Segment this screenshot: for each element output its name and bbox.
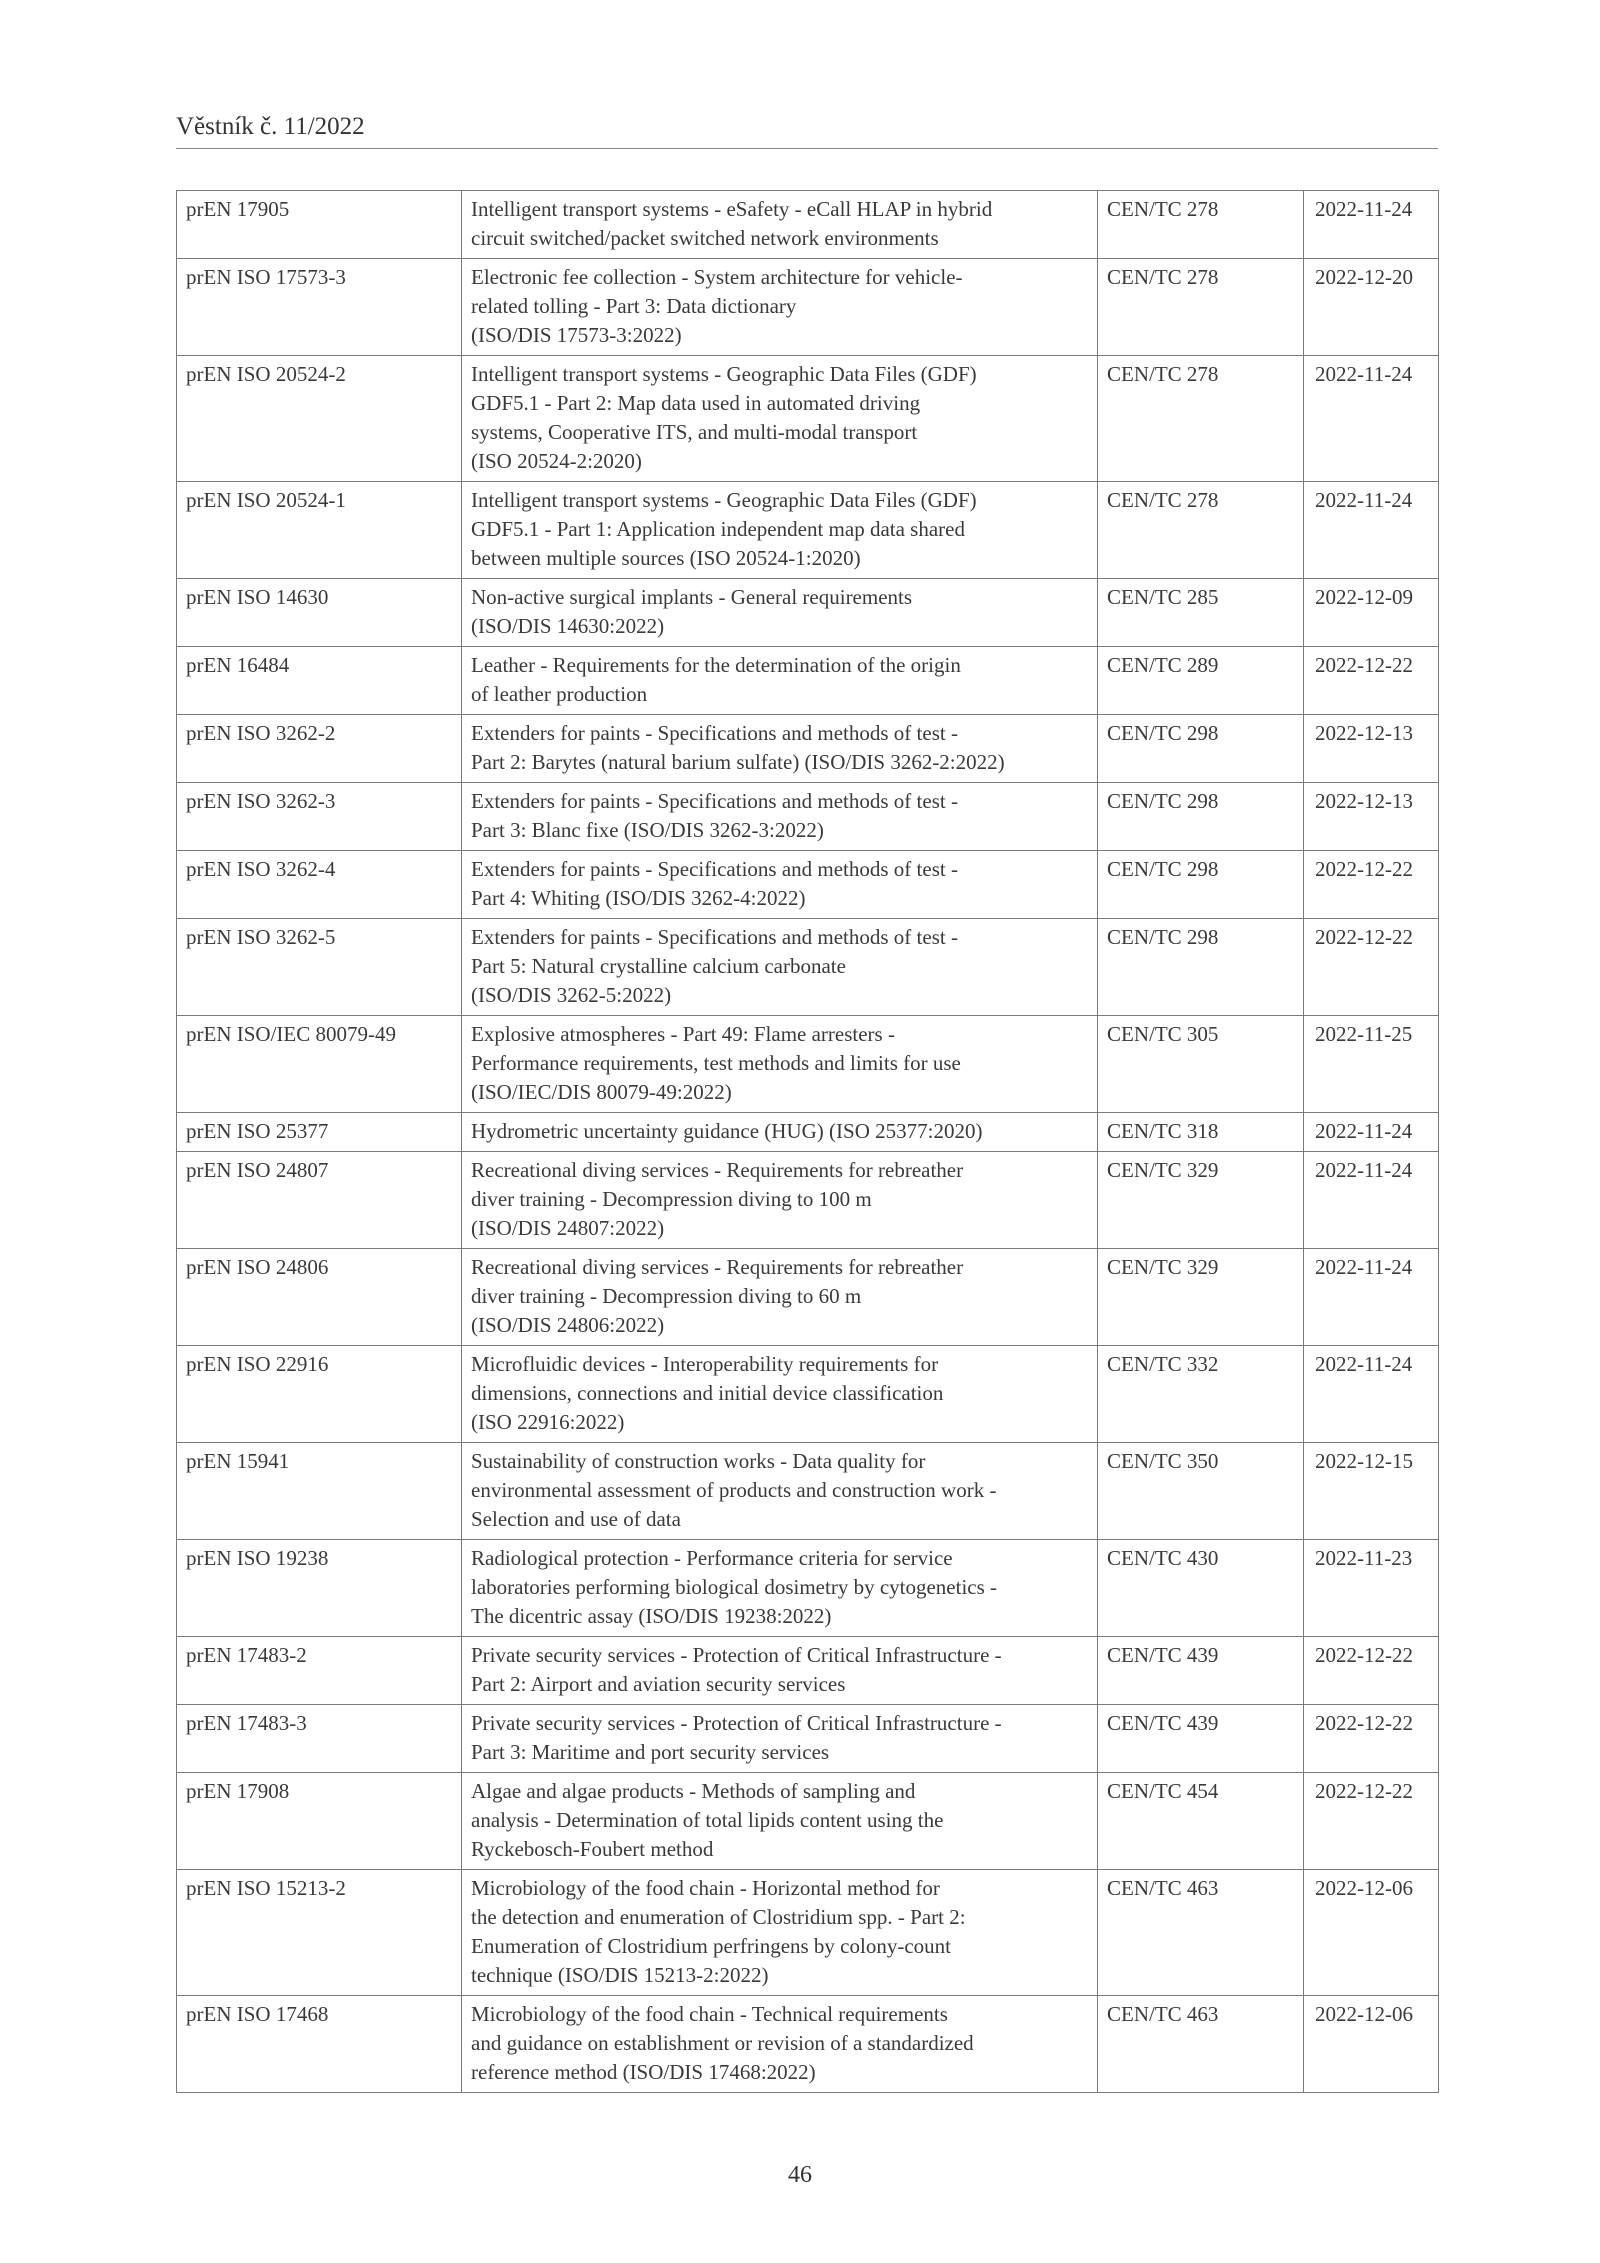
standard-title-line: Microfluidic devices - Interoperability requirements for — [471, 1352, 939, 1376]
standard-title-line: Microbiology of the food chain - Technical requirements — [471, 2002, 948, 2026]
comment-deadline-date: 2022-12-22 — [1304, 919, 1439, 1016]
comment-deadline-date: 2022-11-24 — [1304, 1113, 1439, 1152]
table-row — [177, 1870, 1439, 1996]
table-row — [177, 191, 1439, 259]
standard-code: prEN ISO 17573-3 — [177, 259, 462, 356]
technical-committee: CEN/TC 332 — [1098, 1346, 1304, 1443]
comment-deadline-date: 2022-12-20 — [1304, 259, 1439, 356]
standard-code: prEN ISO 3262-2 — [177, 715, 462, 783]
table-row — [177, 1152, 1439, 1249]
standard-title — [462, 919, 1098, 1016]
standard-title — [462, 1152, 1098, 1249]
standard-title-line: the detection and enumeration of Clostridium spp. - Part 2: — [471, 1905, 966, 1929]
standard-title-line: Algae and algae products - Methods of sampling and — [471, 1779, 916, 1803]
standard-title — [462, 1705, 1098, 1773]
comment-deadline-date: 2022-11-23 — [1304, 1540, 1439, 1637]
table-row — [177, 1705, 1439, 1773]
standard-code: prEN ISO 25377 — [177, 1113, 462, 1152]
standard-title — [462, 1443, 1098, 1540]
standard-title-line: Performance requirements, test methods and limits for use — [471, 1051, 961, 1075]
standard-title — [462, 647, 1098, 715]
standard-title-line: laboratories performing biological dosimetry by cytogenetics - — [471, 1575, 998, 1599]
standard-title-line: Private security services - Protection of Critical Infrastructure - — [471, 1643, 1002, 1667]
standard-title-line: Radiological protection - Performance criteria for service — [471, 1546, 953, 1570]
standard-title-line: diver training - Decompression diving to 100 m — [471, 1187, 872, 1211]
technical-committee: CEN/TC 298 — [1098, 715, 1304, 783]
standard-title-line: reference method (ISO/DIS 17468:2022) — [471, 2060, 816, 2084]
standard-title-line: Recreational diving services - Requirements for rebreather — [471, 1158, 964, 1182]
table-row — [177, 1346, 1439, 1443]
comment-deadline-date: 2022-12-06 — [1304, 1996, 1439, 2093]
standard-code: prEN 17908 — [177, 1773, 462, 1870]
standard-title — [462, 783, 1098, 851]
technical-committee: CEN/TC 454 — [1098, 1773, 1304, 1870]
standard-title-line: Extenders for paints - Specifications and methods of test - — [471, 857, 958, 881]
standard-title-line: Leather - Requirements for the determination of the origin — [471, 653, 961, 677]
standard-title — [462, 1016, 1098, 1113]
standard-title — [462, 1773, 1098, 1870]
table-row — [177, 783, 1439, 851]
standard-title-line: Part 4: Whiting (ISO/DIS 3262-4:2022) — [471, 886, 806, 910]
standard-title-line: Part 2: Airport and aviation security services — [471, 1672, 846, 1696]
comment-deadline-date: 2022-12-22 — [1304, 1637, 1439, 1705]
standard-title-line: (ISO 20524-2:2020) — [471, 449, 642, 473]
table-row — [177, 851, 1439, 919]
standard-title-line: Recreational diving services - Requirements for rebreather — [471, 1255, 964, 1279]
comment-deadline-date: 2022-12-22 — [1304, 851, 1439, 919]
comment-deadline-date: 2022-12-22 — [1304, 647, 1439, 715]
standard-code: prEN ISO 17468 — [177, 1996, 462, 2093]
technical-committee: CEN/TC 289 — [1098, 647, 1304, 715]
table-row — [177, 1637, 1439, 1705]
comment-deadline-date: 2022-12-13 — [1304, 783, 1439, 851]
standard-code: prEN ISO 3262-5 — [177, 919, 462, 1016]
standard-title-line: of leather production — [471, 682, 648, 706]
standard-title-line: (ISO/DIS 17573-3:2022) — [471, 323, 682, 347]
standard-title — [462, 1540, 1098, 1637]
page-header — [176, 112, 1438, 149]
table-row — [177, 482, 1439, 579]
standard-title-line: Explosive atmospheres - Part 49: Flame arresters - — [471, 1022, 895, 1046]
page-number: 46 — [788, 2162, 812, 2188]
table-row — [177, 647, 1439, 715]
standard-code: prEN ISO 22916 — [177, 1346, 462, 1443]
comment-deadline-date: 2022-12-22 — [1304, 1773, 1439, 1870]
standard-title — [462, 1113, 1098, 1152]
technical-committee: CEN/TC 329 — [1098, 1152, 1304, 1249]
standard-title-line: Extenders for paints - Specifications and methods of test - — [471, 789, 958, 813]
table-row — [177, 356, 1439, 482]
comment-deadline-date: 2022-12-09 — [1304, 579, 1439, 647]
standard-title-line: (ISO/DIS 24806:2022) — [471, 1313, 665, 1337]
standard-title-line: and guidance on establishment or revision of a standardized — [471, 2031, 974, 2055]
table-row — [177, 1773, 1439, 1870]
technical-committee: CEN/TC 350 — [1098, 1443, 1304, 1540]
standard-title-line: GDF5.1 - Part 2: Map data used in automated driving — [471, 391, 921, 415]
table-row — [177, 715, 1439, 783]
standard-title-line: Intelligent transport systems - Geographic Data Files (GDF) — [471, 488, 977, 512]
standard-title-line: Private security services - Protection of Critical Infrastructure - — [471, 1711, 1002, 1735]
technical-committee: CEN/TC 439 — [1098, 1705, 1304, 1773]
standard-title — [462, 851, 1098, 919]
standard-title-line: (ISO/IEC/DIS 80079-49:2022) — [471, 1080, 732, 1104]
technical-committee: CEN/TC 305 — [1098, 1016, 1304, 1113]
standard-code: prEN 17905 — [177, 191, 462, 259]
standard-title-line: Intelligent transport systems - Geographic Data Files (GDF) — [471, 362, 977, 386]
technical-committee: CEN/TC 278 — [1098, 191, 1304, 259]
technical-committee: CEN/TC 298 — [1098, 783, 1304, 851]
standard-title-line: GDF5.1 - Part 1: Application independent map data shared — [471, 517, 965, 541]
table-row — [177, 1996, 1439, 2093]
comment-deadline-date: 2022-11-24 — [1304, 1346, 1439, 1443]
comment-deadline-date: 2022-11-24 — [1304, 1152, 1439, 1249]
technical-committee: CEN/TC 463 — [1098, 1996, 1304, 2093]
standard-title-line: dimensions, connections and initial device classification — [471, 1381, 944, 1405]
standard-title-line: (ISO/DIS 3262-5:2022) — [471, 983, 672, 1007]
standard-title-line: The dicentric assay (ISO/DIS 19238:2022) — [471, 1604, 832, 1628]
technical-committee: CEN/TC 439 — [1098, 1637, 1304, 1705]
comment-deadline-date: 2022-12-15 — [1304, 1443, 1439, 1540]
standard-title — [462, 579, 1098, 647]
standard-title-line: Part 2: Barytes (natural barium sulfate) (ISO/DIS 3262-2:2022) — [471, 750, 1005, 774]
technical-committee: CEN/TC 329 — [1098, 1249, 1304, 1346]
standard-code: prEN ISO 19238 — [177, 1540, 462, 1637]
standard-title-line: (ISO/DIS 24807:2022) — [471, 1216, 665, 1240]
technical-committee: CEN/TC 318 — [1098, 1113, 1304, 1152]
standard-title-line: Electronic fee collection - System architecture for vehicle- — [471, 265, 963, 289]
table-row — [177, 1016, 1439, 1113]
standard-title — [462, 259, 1098, 356]
standard-code: prEN ISO 24806 — [177, 1249, 462, 1346]
technical-committee: CEN/TC 278 — [1098, 356, 1304, 482]
table-row — [177, 1443, 1439, 1540]
technical-committee: CEN/TC 278 — [1098, 482, 1304, 579]
standard-title — [462, 1870, 1098, 1996]
standard-code: prEN ISO 24807 — [177, 1152, 462, 1249]
comment-deadline-date: 2022-12-13 — [1304, 715, 1439, 783]
comment-deadline-date: 2022-11-24 — [1304, 356, 1439, 482]
standard-code: prEN ISO 3262-4 — [177, 851, 462, 919]
standard-code: prEN ISO 15213-2 — [177, 1870, 462, 1996]
standard-code: prEN 16484 — [177, 647, 462, 715]
standard-title-line: Hydrometric uncertainty guidance (HUG) (ISO 25377:2020) — [471, 1119, 983, 1143]
journal-title: Věstník č. 11/2022 — [176, 113, 365, 140]
standard-title-line: technique (ISO/DIS 15213-2:2022) — [471, 1963, 769, 1987]
table-row — [177, 259, 1439, 356]
standard-title-line: Ryckebosch-Foubert method — [471, 1837, 714, 1861]
standard-code: prEN ISO 14630 — [177, 579, 462, 647]
standard-title-line: Part 3: Blanc fixe (ISO/DIS 3262-3:2022) — [471, 818, 824, 842]
technical-committee: CEN/TC 430 — [1098, 1540, 1304, 1637]
table-row — [177, 919, 1439, 1016]
standard-title-line: Part 5: Natural crystalline calcium carbonate — [471, 954, 846, 978]
table-row — [177, 579, 1439, 647]
technical-committee: CEN/TC 298 — [1098, 851, 1304, 919]
standard-title — [462, 1996, 1098, 2093]
comment-deadline-date: 2022-11-24 — [1304, 191, 1439, 259]
table-row — [177, 1113, 1439, 1152]
standard-code: prEN 17483-2 — [177, 1637, 462, 1705]
standard-title-line: between multiple sources (ISO 20524-1:2020) — [471, 546, 861, 570]
standard-title-line: Part 3: Maritime and port security services — [471, 1740, 830, 1764]
standard-title-line: Enumeration of Clostridium perfringens by colony-count — [471, 1934, 951, 1958]
standard-title-line: related tolling - Part 3: Data dictionary — [471, 294, 797, 318]
standard-title-line: analysis - Determination of total lipids content using the — [471, 1808, 944, 1832]
standard-title-line: (ISO 22916:2022) — [471, 1410, 625, 1434]
standard-title — [462, 191, 1098, 259]
standard-code: prEN 15941 — [177, 1443, 462, 1540]
standard-title-line: Non-active surgical implants - General requirements — [471, 585, 913, 609]
standard-title — [462, 715, 1098, 783]
standard-code: prEN ISO 20524-1 — [177, 482, 462, 579]
table-row — [177, 1540, 1439, 1637]
standard-title — [462, 356, 1098, 482]
technical-committee: CEN/TC 285 — [1098, 579, 1304, 647]
comment-deadline-date: 2022-11-24 — [1304, 1249, 1439, 1346]
comment-deadline-date: 2022-12-06 — [1304, 1870, 1439, 1996]
standard-title-line: Selection and use of data — [471, 1507, 681, 1531]
standard-title-line: (ISO/DIS 14630:2022) — [471, 614, 665, 638]
standard-title-line: Extenders for paints - Specifications and methods of test - — [471, 721, 958, 745]
standards-table-body — [177, 191, 1439, 2093]
standard-title — [462, 1249, 1098, 1346]
standards-table — [176, 190, 1439, 2093]
standard-title-line: Sustainability of construction works - Data quality for — [471, 1449, 926, 1473]
standard-title — [462, 1346, 1098, 1443]
comment-deadline-date: 2022-12-22 — [1304, 1705, 1439, 1773]
comment-deadline-date: 2022-11-24 — [1304, 482, 1439, 579]
standard-title-line: Extenders for paints - Specifications and methods of test - — [471, 925, 958, 949]
standard-code: prEN ISO 3262-3 — [177, 783, 462, 851]
standard-title-line: systems, Cooperative ITS, and multi-modal transport — [471, 420, 918, 444]
standard-code: prEN ISO 20524-2 — [177, 356, 462, 482]
technical-committee: CEN/TC 278 — [1098, 259, 1304, 356]
standard-title — [462, 482, 1098, 579]
standard-title-line: Microbiology of the food chain - Horizontal method for — [471, 1876, 940, 1900]
standard-code: prEN 17483-3 — [177, 1705, 462, 1773]
comment-deadline-date: 2022-11-25 — [1304, 1016, 1439, 1113]
technical-committee: CEN/TC 463 — [1098, 1870, 1304, 1996]
technical-committee: CEN/TC 298 — [1098, 919, 1304, 1016]
table-row — [177, 1249, 1439, 1346]
standard-code: prEN ISO/IEC 80079-49 — [177, 1016, 462, 1113]
standard-title-line: Intelligent transport systems - eSafety - eCall HLAP in hybrid — [471, 197, 993, 221]
standard-title — [462, 1637, 1098, 1705]
standard-title-line: diver training - Decompression diving to 60 m — [471, 1284, 862, 1308]
standard-title-line: environmental assessment of products and construction work - — [471, 1478, 997, 1502]
standard-title-line: circuit switched/packet switched network environments — [471, 226, 939, 250]
